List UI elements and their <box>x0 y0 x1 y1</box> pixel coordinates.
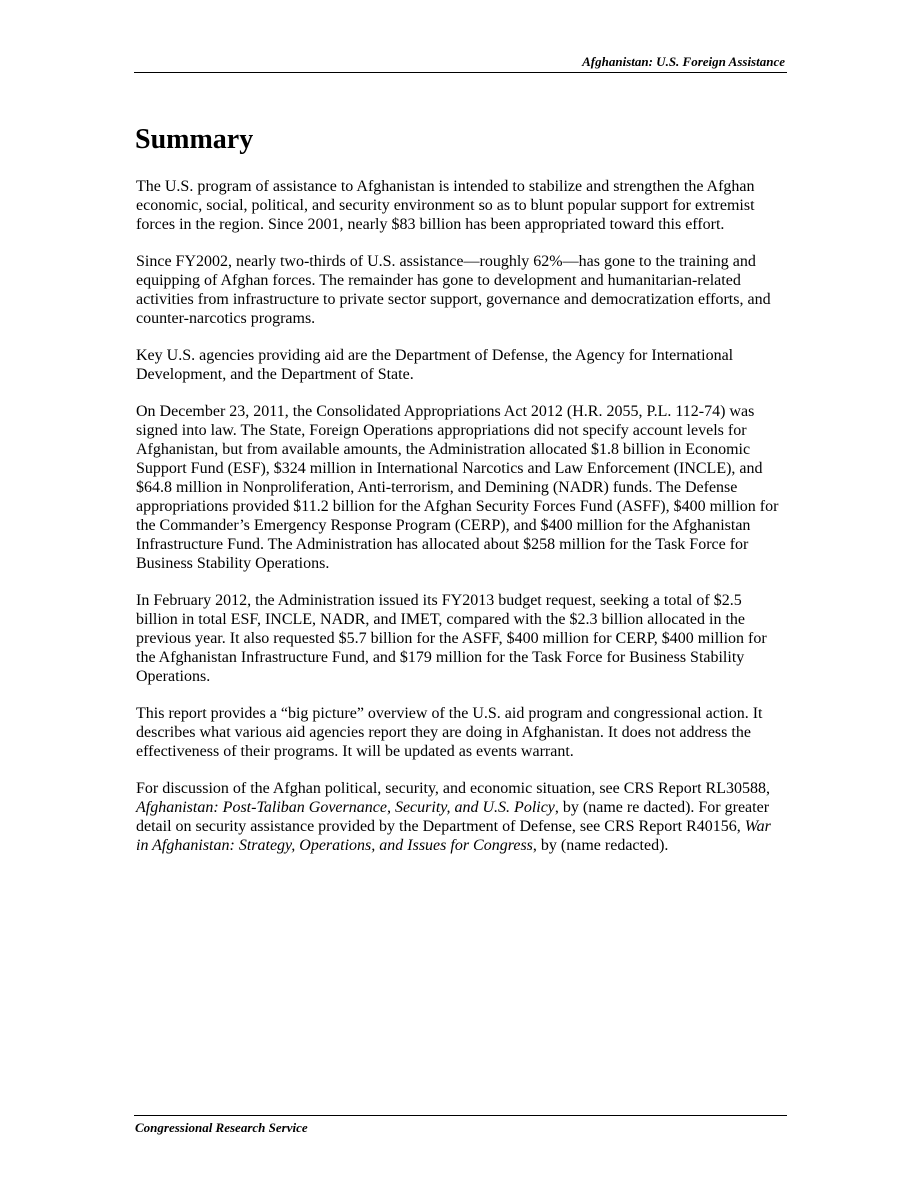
paragraph-7-text-3: , by (name redacted). <box>532 837 669 854</box>
paragraph-7-text-2: , by (name re dacted). For greater detail on security assistance provided by the Department of Defense, see CRS Report R40156, <box>136 799 770 835</box>
summary-paragraph-5: In February 2012, the Administration issued its FY2013 budget request, seeking a total of $2.5 billion in total ESF, INCLE, NADR, and IMET, compared with the $2.3 billion allocated in the previous year. It also requested $5.7 billion for the ASFF, $400 million for CERP, $400 million for the Afghanistan Infrastructure Fund, and $179 million for the Task Force for Business Stability Operations. <box>136 592 767 685</box>
summary-paragraph-4: On December 23, 2011, the Consolidated Appropriations Act 2012 (H.R. 2055, P.L. 112-74) was signed into law. The State, Foreign Operations appropriations did not specify account levels for Afghanistan, but from available amounts, the Administration allocated $1.8 billion in Economic Support Fund (ESF), $324 million in International Narcotics and Law Enforcement (INCLE), and $64.8 million in Nonproliferation, Anti-terrorism, and Demining (NADR) funds. The Defense appropriations provided $11.2 billion for the Afghan Security Forces Fund (ASFF), $400 million for the Commander’s Emergency Response Program (CERP), and $400 million for the Afghanistan Infrastructure Fund. The Administration has allocated about $258 million for the Task Force for Business Stability Operations. <box>136 403 779 572</box>
summary-heading: Summary <box>135 124 254 155</box>
footer-organization: Congressional Research Service <box>135 1120 308 1135</box>
paragraph-7-text-1: For discussion of the Afghan political, security, and economic situation, see CRS Report RL30588, <box>136 780 770 797</box>
footer-rule <box>134 1115 787 1116</box>
report-title-r40156: War in Afghanistan: Strategy, Operations, and Issues for Congress <box>136 818 771 854</box>
summary-paragraph-1: The U.S. program of assistance to Afghanistan is intended to stabilize and strengthen the Afghan economic, social, political, and security environment so as to blunt popular support for extremist forces in the region. Since 2001, nearly $83 billion has been appropriated toward this effort. <box>136 178 755 233</box>
summary-paragraph-2: Since FY2002, nearly two-thirds of U.S. assistance—roughly 62%—has gone to the training and equipping of Afghan forces. The remainder has gone to development and humanitarian-related activities from infrastructure to private sector support, governance and democratization efforts, and counter-narcotics programs. <box>136 253 771 327</box>
report-title-rl30588: Afghanistan: Post-Taliban Governance, Security, and U.S. Policy <box>136 799 555 816</box>
summary-paragraph-6: This report provides a “big picture” overview of the U.S. aid program and congressional action. It describes what various aid agencies report they are doing in Afghanistan. It does not address the effectiveness of their programs. It will be updated as events warrant. <box>136 705 763 760</box>
summary-paragraph-3: Key U.S. agencies providing aid are the Department of Defense, the Agency for International Development, and the Department of State. <box>136 347 734 383</box>
running-header-title: Afghanistan: U.S. Foreign Assistance <box>582 54 785 69</box>
summary-body <box>136 177 786 873</box>
summary-paragraph-7 <box>136 779 786 855</box>
header-rule <box>134 72 787 73</box>
